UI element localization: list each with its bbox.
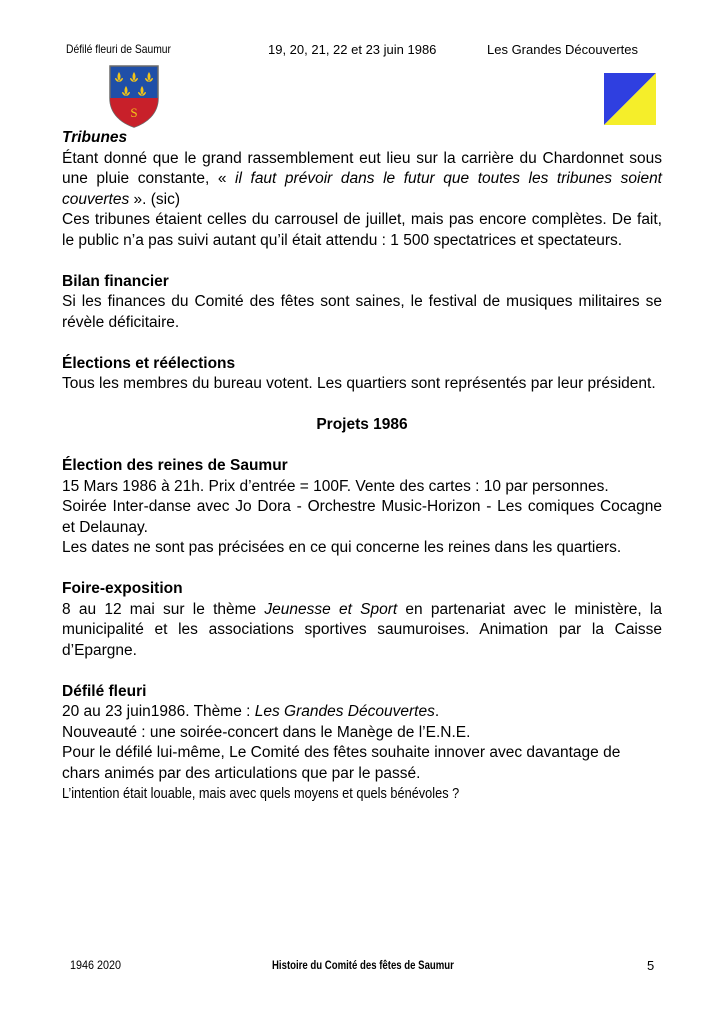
tribunes-paragraph-2: Ces tribunes étaient celles du carrousel de juillet, mais pas encore complètes. De fait, le public n’a pas suivi autant qu’il était attendu : 1 500 spectatrices et spectateurs. — [62, 211, 662, 249]
section-title-defile: Défilé fleuri — [62, 682, 147, 700]
foire-paragraph-1: 8 au 12 mai sur le thème Jeunesse et Sport en partenariat avec le ministère, la municipalité et les associations sportives saumuroises. Animation par la Caisse d’Epargne. — [62, 600, 662, 659]
saumur-coat-of-arms-logo — [108, 64, 160, 128]
svg-text:S: S — [130, 105, 138, 120]
footer-years: 1946 2020 — [70, 958, 122, 972]
elections-paragraph-1: Tous les membres du bureau votent. Les quartiers sont représentés par leur président. — [62, 375, 656, 392]
defile-paragraph-4: L’intention était louable, mais avec quels moyens et quels bénévoles ? — [62, 786, 460, 802]
blue-yellow-flag-icon — [604, 73, 656, 125]
page-number: 5 — [647, 958, 655, 973]
reines-paragraph-3: Les dates ne sont pas précisées en ce qui concerne les reines dans les quartiers. — [62, 539, 622, 556]
header-left: Défilé fleuri de Saumur — [66, 42, 171, 56]
section-title-foire: Foire-exposition — [62, 580, 183, 597]
defile-paragraph-1: 20 au 23 juin1986. Thème : Les Grandes Découvertes. — [62, 703, 440, 720]
reines-paragraph-2: Soirée Inter-danse avec Jo Dora - Orchestre Music-Horizon - Les comiques Cocagne et Delaunay. — [62, 498, 662, 536]
bilan-paragraph-1: Si les finances du Comité des fêtes sont saines, le festival de musiques militaires se révèle déficitaire. — [62, 293, 662, 331]
page-content — [62, 128, 662, 805]
projets-heading: Projets 1986 — [316, 416, 408, 433]
tribunes-paragraph-1: Étant donné que le grand rassemblement eut lieu sur la carrière du Chardonnet sous une pluie constante, « il faut prévoir dans le futur que toutes les tribunes soient couvertes ». (sic) — [62, 149, 662, 208]
section-title-bilan: Bilan financier — [62, 272, 169, 290]
footer-title: Histoire du Comité des fêtes de Saumur — [272, 958, 454, 972]
section-title-tribunes: Tribunes — [62, 129, 128, 146]
section-title-elections: Élections et réélections — [62, 354, 236, 372]
section-title-reines: Élection des reines de Saumur — [62, 457, 288, 474]
defile-paragraph-3: Pour le défilé lui-même, Le Comité des fêtes souhaite innover avec davantage de chars animés par des articulations que par le passé. — [62, 744, 621, 782]
defile-paragraph-2: Nouveauté : une soirée-concert dans le Manège de l’E.N.E. — [62, 723, 471, 741]
header-right: Les Grandes Découvertes — [487, 42, 639, 57]
reines-paragraph-1: 15 Mars 1986 à 21h. Prix d’entrée = 100F. Vente des cartes : 10 par personnes. — [62, 477, 609, 495]
header-center: 19, 20, 21, 22 et 23 juin 1986 — [268, 42, 437, 57]
